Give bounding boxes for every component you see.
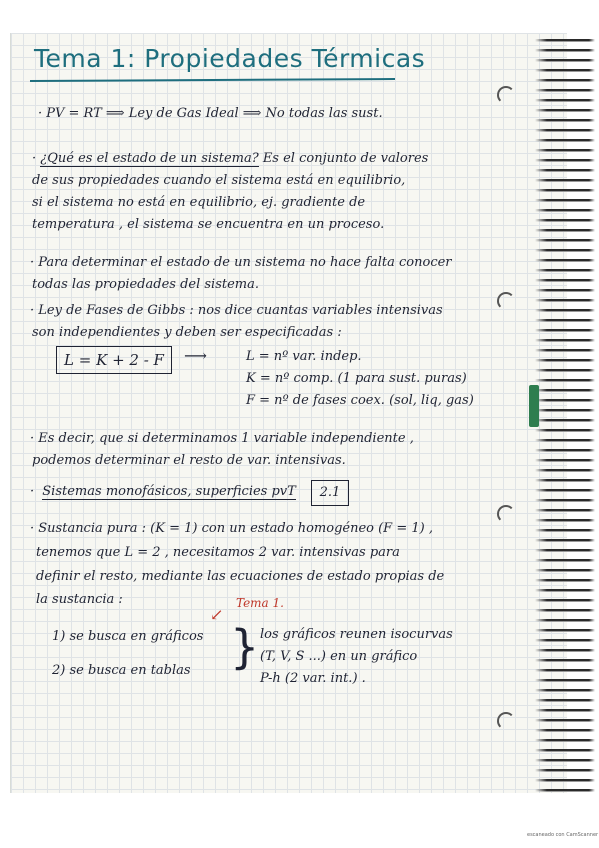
option-graphs: 1) se busca en gráficos	[52, 629, 204, 644]
state-question-heading: ¿Qué es el estado de un sistema?	[40, 151, 259, 166]
graphs-note: (T, V, S ...) en un gráfico	[260, 649, 418, 664]
definition-f: F = nº de fases coex. (sol, liq, gas)	[246, 393, 474, 408]
note-line-gas-ideal: · PV = RT ⟹ Ley de Gas Ideal ⟹ No todas las sust.	[38, 106, 383, 121]
graphs-note: P-h (2 var. int.) .	[260, 671, 366, 686]
note-line: si el sistema no está en equilibrio, ej. gradiente de	[32, 195, 366, 210]
bullet: ·	[30, 484, 35, 499]
scanner-footer: escaneado con CamScanner	[527, 832, 599, 838]
page-title: Tema 1: Propiedades Térmicas	[34, 44, 426, 73]
state-question-line: · ¿Qué es el estado de un sistema? Es el conjunto de valores	[32, 151, 429, 166]
definition-k: K = nº comp. (1 para sust. puras)	[246, 371, 467, 386]
state-question-answer: Es el conjunto de valores	[258, 151, 429, 166]
note-line: tenemos que L = 2 , necesitamos 2 var. intensivas para	[36, 545, 400, 560]
annotation-text: Tema 1.	[236, 596, 284, 610]
spiral-binding	[535, 36, 595, 796]
notebook-tab	[529, 385, 539, 427]
note-line: la sustancia :	[36, 592, 123, 607]
note-line: son independientes y deben ser especificadas :	[32, 325, 342, 340]
gibbs-formula-box	[56, 346, 172, 374]
definition-l: L = nº var. indep.	[246, 349, 362, 364]
punch-hole	[497, 712, 515, 730]
note-line: · Sustancia pura : (K = 1) con un estado homogéneo (F = 1) ,	[30, 521, 433, 536]
punch-hole	[497, 505, 515, 523]
note-line: · Es decir, que si determinamos 1 variable independiente ,	[30, 431, 414, 446]
arrow-icon: ⟶	[184, 346, 207, 365]
note-line: podemos determinar el resto de var. intensivas.	[32, 453, 346, 468]
gibbs-formula: L = K + 2 - F	[64, 351, 164, 369]
section-heading	[30, 481, 296, 503]
gibbs-rule-line: · Ley de Fases de Gibbs : nos dice cuantas variables intensivas	[30, 303, 443, 318]
note-line: definir el resto, mediante las ecuaciones de estado propias de	[36, 569, 445, 584]
note-line: · Para determinar el estado de un sistema no hace falta conocer	[30, 255, 452, 270]
punch-hole	[497, 86, 515, 104]
note-line: todas las propiedades del sistema.	[32, 277, 259, 292]
section-number: 2.1	[319, 485, 341, 500]
punch-hole	[497, 292, 515, 310]
option-tables: 2) se busca en tablas	[52, 663, 191, 678]
note-line: de sus propiedades cuando el sistema está en equilibrio,	[32, 173, 406, 188]
section-number-box	[311, 480, 349, 506]
brace-icon: }	[230, 620, 260, 674]
note-line: temperatura , el sistema se encuentra en un proceso.	[32, 217, 385, 232]
section-title: Sistemas monofásicos, superficies pvT	[42, 484, 296, 499]
graphs-note: los gráficos reunen isocurvas	[260, 627, 453, 642]
annotation-arrow-icon: ↙	[210, 605, 224, 624]
